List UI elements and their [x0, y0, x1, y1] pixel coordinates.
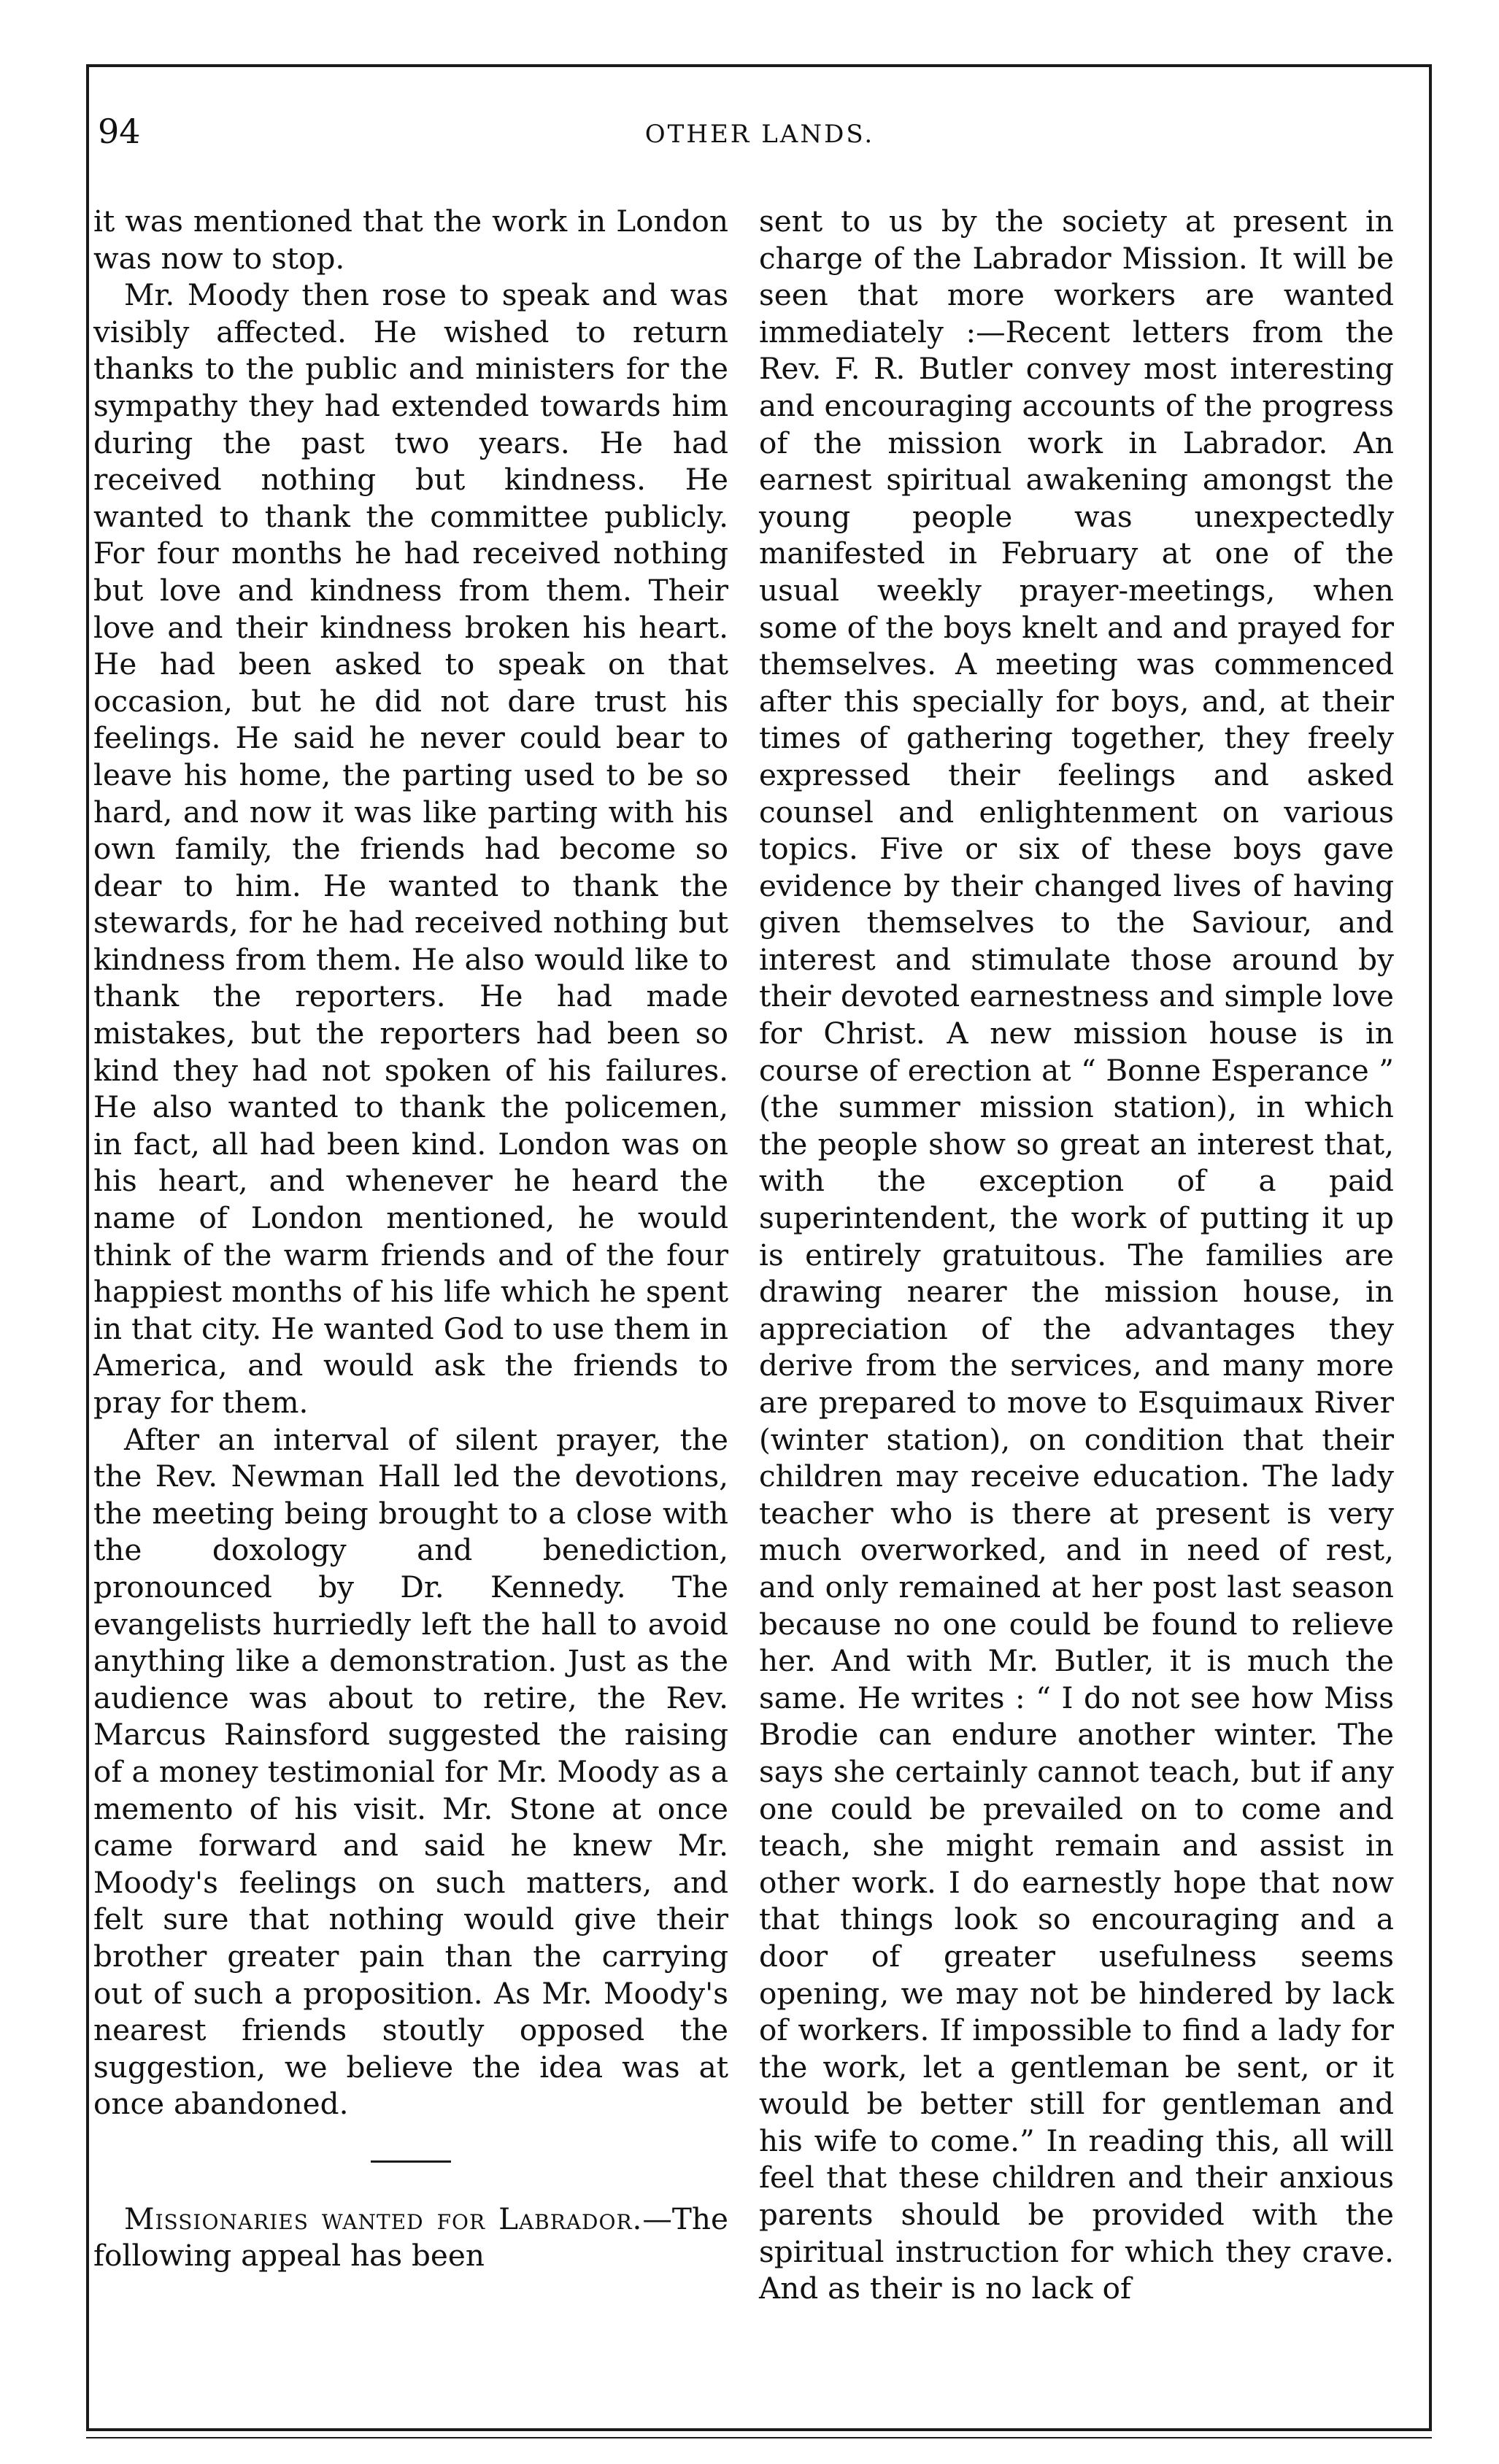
running-title: OTHER LANDS. [644, 120, 875, 149]
top-border-rule [86, 64, 1432, 67]
section-intro-text: —The following appeal has been [93, 2201, 728, 2274]
section-divider [371, 2160, 451, 2163]
left-column [93, 203, 728, 2274]
right-column [759, 203, 1394, 2307]
left-paragraph-2: Mr. Moody then rose to speak and was visibly affected. He wished to return thanks to the public and ministers for the sympathy they had extended towards him during the past two years. He had received nothing but kindness. He wanted to thank the committee publicly. For four months he had received nothing but love and kindness from them. Their love and their kindness broken his heart. He had been asked to speak on that occasion, but he did not dare trust his feelings. He said he never could bear to leave his home, the parting used to be so hard, and now it was like parting with his own family, the friends had become so dear to him. He wanted to thank the stewards, for he had received nothing but kindness from them. He also would like to thank the reporters. He had made mistakes, but the reporters had been so kind they had not spoken of his failures. He also wanted to thank the policemen, in fact, all had been kind. London was on his heart, and whenever he heard the name of London mentioned, he would think of the warm friends and of the four happiest months of his life which he spent in that city. He wanted God to use them in America, and would ask the friends to pray for them. [93, 277, 728, 1420]
right-paragraph-1: sent to us by the society at present in charge of the Labrador Mission. It will be seen that more workers are wanted immediately :—Recent letters from the Rev. F. R. Butler convey most interesting and encouraging accounts of the progress of the mission work in Labrador. An earnest spiritual awakening amongst the young people was unexpectedly manifested in February at one of the usual weekly prayer-meetings, when some of the boys knelt and and prayed for themselves. A meeting was commenced after this specially for boys, and, at their times of gathering together, they freely expressed their feelings and asked counsel and enlightenment on various topics. Five or six of these boys gave evidence by their changed lives of having given themselves to the Saviour, and interest and stimulate those around by their devoted earnestness and simple love for Christ. A new mission house is in course of erection at “ Bonne Esperance ” (the summer mission station), in which the people show so great an interest that, with the exception of a paid superintendent, the work of putting it up is entirely gratuitous. The families are drawing nearer the mission house, in appreciation of the advantages they derive from the services, and many more are prepared to move to Esquimaux River (winter station), on condition that their children may receive education. The lady teacher who is there at present is very much overworked, and in need of rest, and only remained at her post last season because no one could be found to relieve her. And with Mr. Butler, it is much the same. He writes : “ I do not see how Miss Brodie can endure another winter. The says she certainly cannot teach, but if any one could be prevailed on to come and teach, she might remain and assist in other work. I do earnestly hope that now that things look so encouraging and a door of greater usefulness seems opening, we may not be hindered by lack of workers. If impossible to find a lady for the work, let a gentleman be sent, or it would be better still for gentleman and his wife to come.” In reading this, all will feel that these children and their anxious parents should be provided with the spiritual instruction for which they crave. And as their is no lack of [759, 204, 1394, 2306]
left-border-rule [86, 64, 89, 2431]
page-number: 94 [98, 112, 141, 151]
bottom-border-rule-thin [86, 2437, 1432, 2438]
section-heading: Missionaries wanted for Labrador. [124, 2201, 643, 2236]
left-paragraph-1: it was mentioned that the work in London was now to stop. [93, 204, 728, 276]
left-paragraph-3: After an interval of silent prayer, the the Rev. Newman Hall led the devotions, the meeting being brought to a close with the doxology and benediction, pronounced by Dr. Kennedy. The evangelists hurriedly left the hall to avoid anything like a demonstration. Just as the audience was about to retire, the Rev. Marcus Rainsford suggested the raising of a money testimonial for Mr. Moody as a memento of his visit. Mr. Stone at once came forward and said he knew Mr. Moody's feelings on such matters, and felt sure that nothing would give their brother greater pain than the carrying out of such a proposition. As Mr. Moody's nearest friends stoutly opposed the suggestion, we believe the idea was at once abandoned. [93, 1421, 728, 2122]
bottom-border-rule [86, 2428, 1432, 2431]
left-paragraph-4 [93, 2201, 728, 2274]
page-header [92, 109, 1427, 168]
right-border-rule [1429, 64, 1432, 2431]
